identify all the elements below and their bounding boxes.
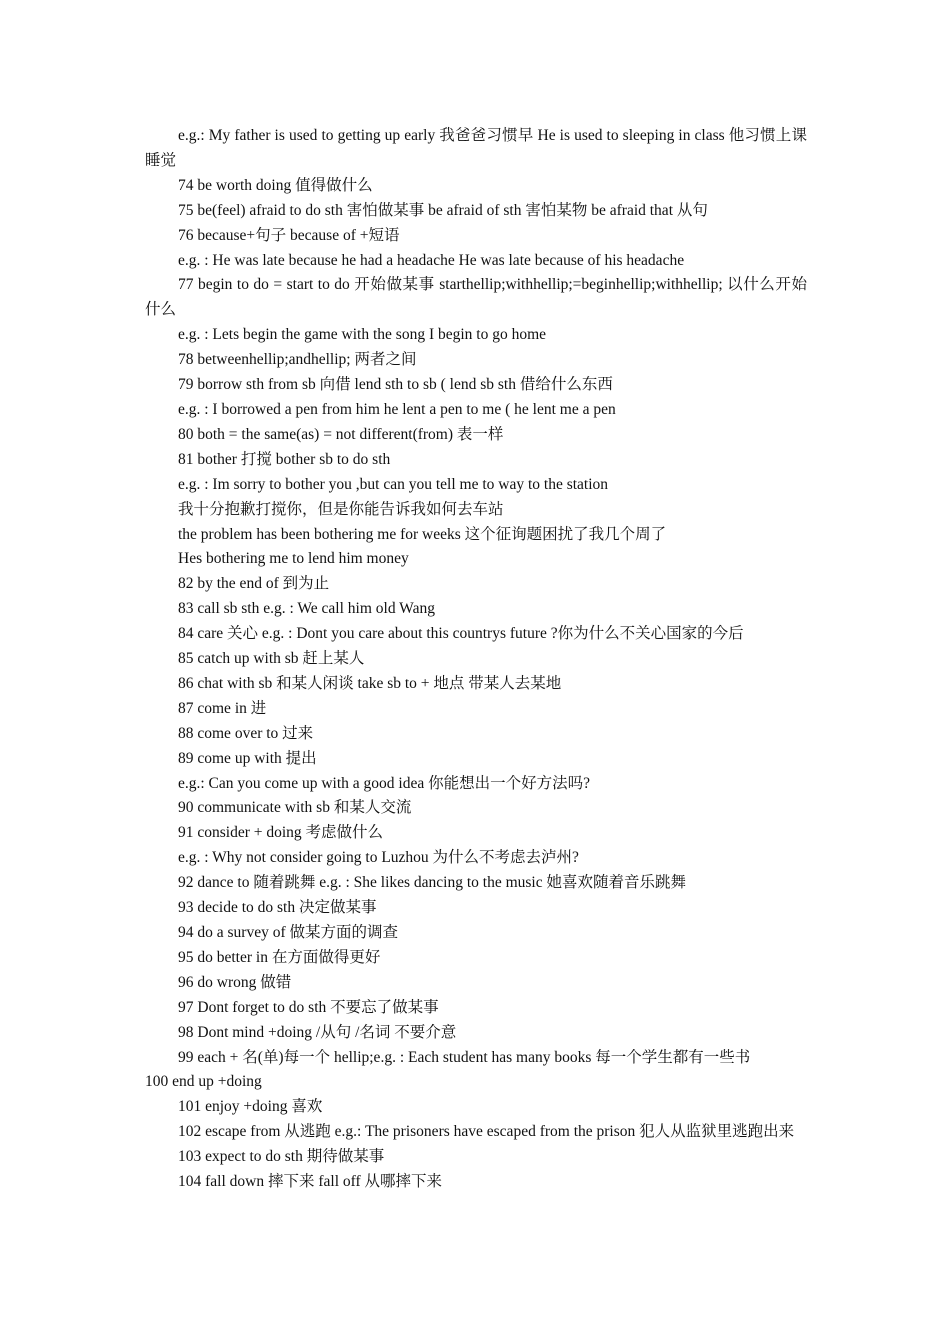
text-line: 93 decide to do sth 决定做某事 (178, 899, 377, 917)
text-line: e.g. : Im sorry to bother you ,but can you tell me to way to the station (178, 475, 609, 493)
text-line: 90 communicate with sb 和某人交流 (178, 799, 412, 817)
text-line: 80 both = the same(as) = not different(from) 表一样 (178, 425, 504, 443)
text-line: 104 fall down 摔下来 fall off 从哪摔下来 (178, 1173, 443, 1191)
text-line: 99 each + 名(单)每一个 hellip;e.g. : Each student has many books 每一个学生都有一些书 (178, 1048, 751, 1066)
text-line: 89 come up with 提出 (178, 749, 317, 767)
text-line: 82 by the end of 到为止 (178, 575, 330, 593)
text-line: 81 bother 打搅 bother sb to do sth (178, 450, 391, 468)
text-line: 88 come over to 过来 (178, 724, 314, 742)
text-line: e.g. : Why not consider going to Luzhou 为什么不考虑去泸州? (178, 849, 579, 867)
text-line: 76 because+句子 because of +短语 (178, 226, 400, 244)
text-line: e.g.: Can you come up with a good idea 你能想出一个好方法吗? (178, 774, 590, 792)
text-line: 96 do wrong 做错 (178, 973, 292, 991)
text-line: 98 Dont mind +doing /从句 /名词 不要介意 (178, 1023, 457, 1041)
text-line: the problem has been bothering me for weeks 这个征询题困扰了我几个周了 (178, 525, 667, 543)
text-line: 91 consider + doing 考虑做什么 (178, 824, 384, 842)
text-line: 78 betweenhellip;andhellip; 两者之间 (178, 351, 417, 369)
text-line: e.g.: My father is used to getting up early 我爸爸习惯早 He is used to sleeping in class 他习惯上课睡觉 (145, 127, 807, 169)
text-line: 92 dance to 随着跳舞 e.g. : She likes dancing to the music 她喜欢随着音乐跳舞 (178, 874, 686, 892)
text-line: e.g. : He was late because he had a headache He was late because of his headache (178, 251, 685, 269)
text-line: 74 be worth doing 值得做什么 (178, 176, 373, 194)
text-line: 103 expect to do sth 期待做某事 (178, 1148, 385, 1166)
text-line: 83 call sb sth e.g. : We call him old Wang (178, 600, 435, 618)
text-line: 97 Dont forget to do sth 不要忘了做某事 (178, 998, 439, 1016)
text-line: 我十分抱歉打搅你，但是你能告诉我如何去车站 (178, 500, 504, 518)
document-body (145, 124, 807, 1195)
text-line: 86 chat with sb 和某人闲谈 take sb to + 地点 带某人去某地 (178, 674, 562, 692)
text-line: e.g. : I borrowed a pen from him he lent a pen to me ( he lent me a pen (178, 400, 616, 418)
text-line: 75 be(feel) afraid to do sth 害怕做某事 be afraid of sth 害怕某物 be afraid that 从句 (178, 201, 708, 219)
text-line: 94 do a survey of 做某方面的调查 (178, 924, 398, 941)
text-line: Hes bothering me to lend him money (178, 550, 409, 568)
text-line: 85 catch up with sb 赶上某人 (178, 650, 365, 668)
text-line: 102 escape from 从逃跑 e.g.: The prisoners have escaped from the prison 犯人从监狱里逃跑出来 (178, 1123, 795, 1141)
text-line: 95 do better in 在方面做得更好 (178, 948, 381, 966)
text-line: 84 care 关心 e.g. : Dont you care about this countrys future ?你为什么不关心国家的今后 (178, 625, 744, 643)
text-line: 79 borrow sth from sb 向借 lend sth to sb ( lend sb sth 借给什么东西 (178, 376, 613, 394)
text-line: e.g. : Lets begin the game with the song I begin to go home (178, 326, 547, 344)
text-line: 101 enjoy +doing 喜欢 (178, 1098, 323, 1116)
text-line: 77 begin to do = start to do 开始做某事 starthellip;withhellip;=beginhellip;withhellip; 以什么开始什么 (145, 276, 807, 319)
text-line: 100 end up +doing (145, 1073, 262, 1091)
text-line: 87 come in 进 (178, 699, 267, 717)
